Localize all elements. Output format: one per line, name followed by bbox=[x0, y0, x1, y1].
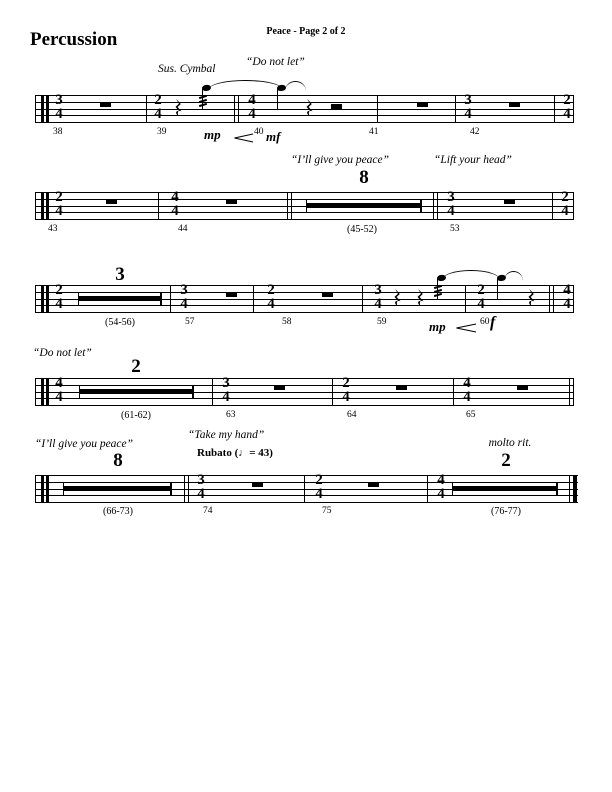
double-barline bbox=[553, 285, 554, 313]
measure-number-43: 43 bbox=[48, 224, 58, 234]
multirest-count-8: 8 bbox=[359, 167, 369, 188]
multirest-range-45-52: (45-52) bbox=[347, 224, 377, 235]
time-signature bbox=[368, 284, 388, 311]
barline bbox=[35, 192, 36, 220]
crescendo-hairpin bbox=[233, 133, 254, 143]
tempo-molto-rit: molto rit. bbox=[488, 437, 532, 449]
barline bbox=[573, 378, 574, 406]
barline bbox=[35, 285, 36, 313]
measure-number-74: 74 bbox=[203, 506, 213, 516]
staff-line bbox=[35, 502, 578, 503]
multirest-range-66-73: (66-73) bbox=[103, 506, 133, 517]
time-sig-denominator: 4 bbox=[267, 295, 275, 312]
multirest-count-3: 3 bbox=[115, 264, 125, 285]
barline bbox=[569, 378, 570, 406]
time-sig-denominator: 4 bbox=[342, 388, 350, 405]
quarter-rest bbox=[392, 288, 402, 308]
time-sig-numerator: 4 bbox=[563, 282, 571, 299]
double-barline bbox=[188, 475, 189, 503]
staff-line bbox=[35, 495, 578, 496]
tie bbox=[504, 271, 523, 281]
multirest-count-2: 2 bbox=[131, 356, 141, 377]
dynamic-mp: mp bbox=[204, 127, 221, 142]
measure-number-53: 53 bbox=[450, 224, 460, 234]
final-barline-thick bbox=[573, 475, 578, 503]
time-sig-numerator: 3 bbox=[180, 282, 188, 299]
time-sig-numerator: 3 bbox=[464, 92, 472, 109]
measure-number-39: 39 bbox=[157, 127, 167, 137]
lyric-cue-ill-give-you-peace: “I’ll give you peace” bbox=[291, 154, 390, 166]
time-sig-denominator: 4 bbox=[55, 105, 63, 122]
time-signature bbox=[309, 474, 329, 501]
multirest-range-54-56: (54-56) bbox=[105, 317, 135, 328]
time-sig-denominator: 4 bbox=[463, 388, 471, 405]
time-signature bbox=[49, 284, 69, 311]
barline bbox=[35, 95, 36, 123]
barline bbox=[332, 378, 333, 406]
time-sig-numerator: 4 bbox=[437, 472, 445, 489]
staff-line bbox=[35, 206, 574, 207]
barline bbox=[35, 378, 36, 406]
lyric-cue-ill-give-you-peace-2: “I’ll give you peace” bbox=[35, 438, 134, 450]
multimeasure-rest-bar bbox=[79, 389, 193, 394]
time-sig-numerator: 2 bbox=[154, 92, 162, 109]
multimeasure-rest-bar bbox=[78, 296, 161, 301]
whole-rest bbox=[274, 386, 285, 390]
staff-line bbox=[35, 378, 574, 379]
measure-number-60: 60 bbox=[480, 317, 490, 327]
double-barline bbox=[549, 285, 550, 313]
measure-number-40: 40 bbox=[254, 127, 264, 137]
time-signature bbox=[165, 191, 185, 218]
measure-number-59: 59 bbox=[377, 317, 387, 327]
multirest-range-76-77: (76-77) bbox=[491, 506, 521, 517]
time-sig-numerator: 2 bbox=[315, 472, 323, 489]
measure-number-57: 57 bbox=[185, 317, 195, 327]
time-signature bbox=[457, 377, 477, 404]
time-sig-numerator: 4 bbox=[248, 92, 256, 109]
multimeasure-rest-bar bbox=[306, 203, 421, 208]
whole-rest bbox=[368, 483, 379, 487]
quarter-rest bbox=[415, 288, 425, 308]
time-sig-denominator: 4 bbox=[248, 105, 256, 122]
measure-number-44: 44 bbox=[178, 224, 188, 234]
staff-line bbox=[35, 475, 578, 476]
time-signature bbox=[471, 284, 491, 311]
whole-rest bbox=[417, 103, 428, 107]
staff-line bbox=[35, 122, 574, 123]
lyric-cue-do-not-let-2: “Do not let” bbox=[33, 347, 92, 359]
whole-rest bbox=[396, 386, 407, 390]
percussion-clef-bar bbox=[41, 95, 44, 123]
barline bbox=[362, 285, 363, 313]
time-sig-denominator: 4 bbox=[180, 295, 188, 312]
staff-line bbox=[35, 482, 578, 483]
barline bbox=[573, 285, 574, 313]
double-barline bbox=[234, 95, 235, 123]
time-sig-denominator: 4 bbox=[437, 485, 445, 502]
instrument-cue-sus-cymbal: Sus. Cymbal bbox=[158, 63, 216, 75]
multimeasure-rest-cap bbox=[420, 199, 422, 212]
measure-number-63: 63 bbox=[226, 410, 236, 420]
percussion-clef-bar bbox=[41, 285, 44, 313]
time-sig-denominator: 4 bbox=[374, 295, 382, 312]
time-signature bbox=[191, 474, 211, 501]
staff-line bbox=[35, 305, 574, 306]
staff-line bbox=[35, 398, 574, 399]
time-signature bbox=[555, 191, 575, 218]
multimeasure-rest-cap bbox=[63, 482, 65, 495]
crescendo-hairpin bbox=[455, 323, 477, 333]
time-sig-denominator: 4 bbox=[561, 202, 569, 219]
tie bbox=[208, 80, 283, 90]
staff-line bbox=[35, 219, 574, 220]
time-sig-numerator: 2 bbox=[55, 282, 63, 299]
whole-rest bbox=[509, 103, 520, 107]
barline bbox=[212, 378, 213, 406]
time-sig-denominator: 4 bbox=[447, 202, 455, 219]
multimeasure-rest-bar bbox=[452, 486, 557, 491]
staff-line bbox=[35, 385, 574, 386]
time-sig-numerator: 2 bbox=[563, 92, 571, 109]
double-barline bbox=[184, 475, 185, 503]
multimeasure-rest-cap bbox=[160, 292, 162, 305]
staff-line bbox=[35, 192, 574, 193]
time-sig-numerator: 4 bbox=[55, 375, 63, 392]
whole-rest bbox=[226, 200, 237, 204]
quarter-rest bbox=[304, 98, 314, 118]
quarter-rest bbox=[173, 98, 183, 118]
time-signature bbox=[261, 284, 281, 311]
whole-rest bbox=[504, 200, 515, 204]
page-title: Peace - Page 2 of 2 bbox=[266, 26, 346, 37]
multirest-range-61-62: (61-62) bbox=[121, 410, 151, 421]
measure-number-38: 38 bbox=[53, 127, 63, 137]
time-signature bbox=[49, 94, 69, 121]
barline bbox=[573, 192, 574, 220]
percussion-clef-bar bbox=[46, 475, 49, 503]
double-barline bbox=[291, 192, 292, 220]
time-sig-numerator: 4 bbox=[171, 189, 179, 206]
time-signature bbox=[458, 94, 478, 121]
tie bbox=[442, 270, 500, 280]
measure-number-64: 64 bbox=[347, 410, 357, 420]
multimeasure-rest-cap bbox=[192, 385, 194, 398]
multimeasure-rest-cap bbox=[556, 482, 558, 495]
barline bbox=[304, 475, 305, 503]
time-signature bbox=[441, 191, 461, 218]
measure-number-75: 75 bbox=[322, 506, 332, 516]
time-sig-denominator: 4 bbox=[222, 388, 230, 405]
time-sig-denominator: 4 bbox=[563, 105, 571, 122]
double-barline bbox=[287, 192, 288, 220]
time-sig-denominator: 4 bbox=[154, 105, 162, 122]
multimeasure-rest-cap bbox=[170, 482, 172, 495]
barline bbox=[170, 285, 171, 313]
time-sig-numerator: 3 bbox=[197, 472, 205, 489]
time-sig-denominator: 4 bbox=[171, 202, 179, 219]
lyric-cue-do-not-let: “Do not let” bbox=[246, 56, 305, 68]
half-rest bbox=[331, 104, 342, 108]
whole-rest bbox=[100, 103, 111, 107]
barline bbox=[377, 95, 378, 123]
multimeasure-rest-cap bbox=[78, 292, 80, 305]
time-signature bbox=[49, 191, 69, 218]
quarter-rest bbox=[526, 288, 536, 308]
time-signature bbox=[49, 377, 69, 404]
whole-rest bbox=[252, 483, 263, 487]
barline bbox=[554, 95, 555, 123]
time-sig-numerator: 3 bbox=[222, 375, 230, 392]
multimeasure-rest-bar bbox=[63, 486, 171, 491]
measure-number-42: 42 bbox=[470, 127, 480, 137]
time-sig-numerator: 2 bbox=[55, 189, 63, 206]
barline bbox=[455, 95, 456, 123]
measure-number-41: 41 bbox=[369, 127, 379, 137]
tempo-rubato: Rubato (♩= 43) bbox=[197, 447, 273, 459]
barline bbox=[158, 192, 159, 220]
time-sig-denominator: 4 bbox=[55, 295, 63, 312]
time-sig-numerator: 4 bbox=[463, 375, 471, 392]
staff-line bbox=[35, 95, 574, 96]
whole-rest bbox=[517, 386, 528, 390]
time-sig-numerator: 2 bbox=[342, 375, 350, 392]
time-signature bbox=[174, 284, 194, 311]
multimeasure-rest-cap bbox=[306, 199, 308, 212]
barline bbox=[427, 475, 428, 503]
percussion-clef-bar bbox=[41, 192, 44, 220]
staff-line bbox=[35, 292, 574, 293]
time-sig-numerator: 2 bbox=[477, 282, 485, 299]
part-name: Percussion bbox=[30, 29, 118, 50]
note-stem bbox=[277, 89, 278, 109]
staff-line bbox=[35, 212, 574, 213]
time-signature bbox=[148, 94, 168, 121]
time-sig-denominator: 4 bbox=[464, 105, 472, 122]
time-signature bbox=[336, 377, 356, 404]
barline bbox=[465, 285, 466, 313]
barline bbox=[253, 285, 254, 313]
double-barline bbox=[433, 192, 434, 220]
multirest-count-2b: 2 bbox=[501, 450, 511, 471]
time-sig-denominator: 4 bbox=[55, 388, 63, 405]
measure-number-58: 58 bbox=[282, 317, 292, 327]
whole-rest bbox=[106, 200, 117, 204]
barline bbox=[453, 378, 454, 406]
staff-line bbox=[35, 312, 574, 313]
time-sig-numerator: 3 bbox=[447, 189, 455, 206]
whole-rest bbox=[226, 293, 237, 297]
dynamic-mf: mf bbox=[266, 129, 281, 144]
final-barline bbox=[569, 475, 570, 503]
dynamic-f: f bbox=[490, 314, 496, 331]
multirest-count-8b: 8 bbox=[113, 450, 123, 471]
multimeasure-rest-cap bbox=[79, 385, 81, 398]
barline bbox=[35, 475, 36, 503]
time-sig-numerator: 3 bbox=[55, 92, 63, 109]
time-sig-denominator: 4 bbox=[315, 485, 323, 502]
time-signature bbox=[216, 377, 236, 404]
staff-line bbox=[35, 405, 574, 406]
percussion-clef-bar bbox=[41, 378, 44, 406]
multimeasure-rest-cap bbox=[452, 482, 454, 495]
tie bbox=[285, 81, 306, 91]
double-barline bbox=[238, 95, 239, 123]
dynamic-mp-2: mp bbox=[429, 319, 446, 334]
percussion-clef-bar bbox=[41, 475, 44, 503]
time-sig-denominator: 4 bbox=[563, 295, 571, 312]
double-barline bbox=[437, 192, 438, 220]
lyric-cue-take-my-hand: “Take my hand” bbox=[188, 429, 265, 441]
note-stem bbox=[497, 279, 498, 299]
measure-number-65: 65 bbox=[466, 410, 476, 420]
barline bbox=[573, 95, 574, 123]
time-sig-denominator: 4 bbox=[477, 295, 485, 312]
time-signature bbox=[431, 474, 451, 501]
lyric-cue-lift-your-head: “Lift your head” bbox=[434, 154, 512, 166]
time-sig-numerator: 3 bbox=[374, 282, 382, 299]
time-sig-denominator: 4 bbox=[197, 485, 205, 502]
time-signature bbox=[242, 94, 262, 121]
time-sig-denominator: 4 bbox=[55, 202, 63, 219]
time-sig-numerator: 2 bbox=[561, 189, 569, 206]
barline bbox=[552, 192, 553, 220]
time-sig-numerator: 2 bbox=[267, 282, 275, 299]
whole-rest bbox=[322, 293, 333, 297]
